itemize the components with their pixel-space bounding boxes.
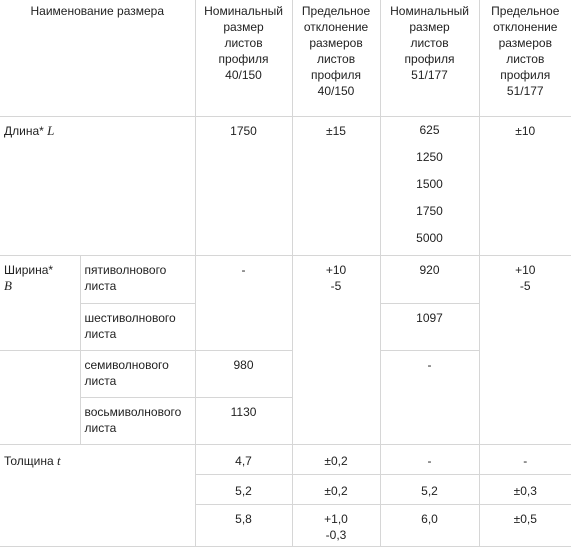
width-nominal-40-150-7-wave: 980 [195,350,292,397]
thickness-deviation-51-177-2: ±0,3 [479,474,571,504]
header-deviation-40-150: Предельное отклонение размеров листов профиля 40/150 [292,0,380,116]
thickness-nominal-40-150-1: 4,7 [195,444,292,474]
width-row-5-wave [0,255,571,303]
length-symbol: L [47,122,55,138]
width-kind-5-wave: пятиволнового листа [80,255,195,303]
thickness-nominal-51-177-3: 6,0 [380,504,479,546]
thickness-deviation-40-150-1: ±0,2 [292,444,380,474]
thickness-deviation-51-177-1: - [479,444,571,474]
width-nominal-51-177-5-wave: 920 [380,255,479,303]
width-nominal-40-150-5-wave: - [195,255,292,350]
width-symbol: B [4,277,12,293]
thickness-label-cell [0,444,195,546]
length-deviation-51-177: ±10 [479,116,571,255]
thickness-row-1 [0,444,571,474]
thickness-deviation-40-150-3: +1,0 -0,3 [292,504,380,546]
width-kind-6-wave: шестиволнового листа [80,303,195,350]
length-label-cell [0,116,195,255]
width-nominal-51-177-6-wave: 1097 [380,303,479,350]
header-nominal-51-177: Номинальный размер листов профиля 51/177 [380,0,479,116]
width-nominal-51-177-7-wave: - [380,350,479,444]
width-label-cell [0,255,80,350]
thickness-nominal-40-150-2: 5,2 [195,474,292,504]
width-deviation-51-177: +10 -5 [479,255,571,444]
thickness-nominal-51-177-2: 5,2 [380,474,479,504]
thickness-symbol: t [57,452,61,468]
length-label: Длина* [4,123,44,138]
thickness-deviation-51-177-3: ±0,5 [479,504,571,546]
length-row [0,116,571,255]
width-nominal-40-150-8-wave: 1130 [195,397,292,444]
length-deviation-40-150: ±15 [292,116,380,255]
width-label-spacer [0,350,80,444]
width-kind-7-wave: семиволнового листа [80,350,195,397]
thickness-label: Толщина [4,453,54,468]
thickness-nominal-51-177-1: - [380,444,479,474]
header-deviation-51-177: Предельное отклонение размеров листов профиля 51/177 [479,0,571,116]
header-nominal-40-150: Номинальный размер листов профиля 40/150 [195,0,292,116]
length-nominal-40-150: 1750 [195,116,292,255]
thickness-deviation-40-150-2: ±0,2 [292,474,380,504]
width-kind-8-wave: восьмиволнового листа [80,397,195,444]
thickness-nominal-40-150-3: 5,8 [195,504,292,546]
width-deviation-40-150: +10 -5 [292,255,380,444]
width-label: Ширина* [4,262,54,277]
length-nominal-51-177: 625 1250 1500 1750 5000 [380,116,479,255]
header-size-name: Наименование размера [0,0,195,116]
header-row [0,0,571,116]
